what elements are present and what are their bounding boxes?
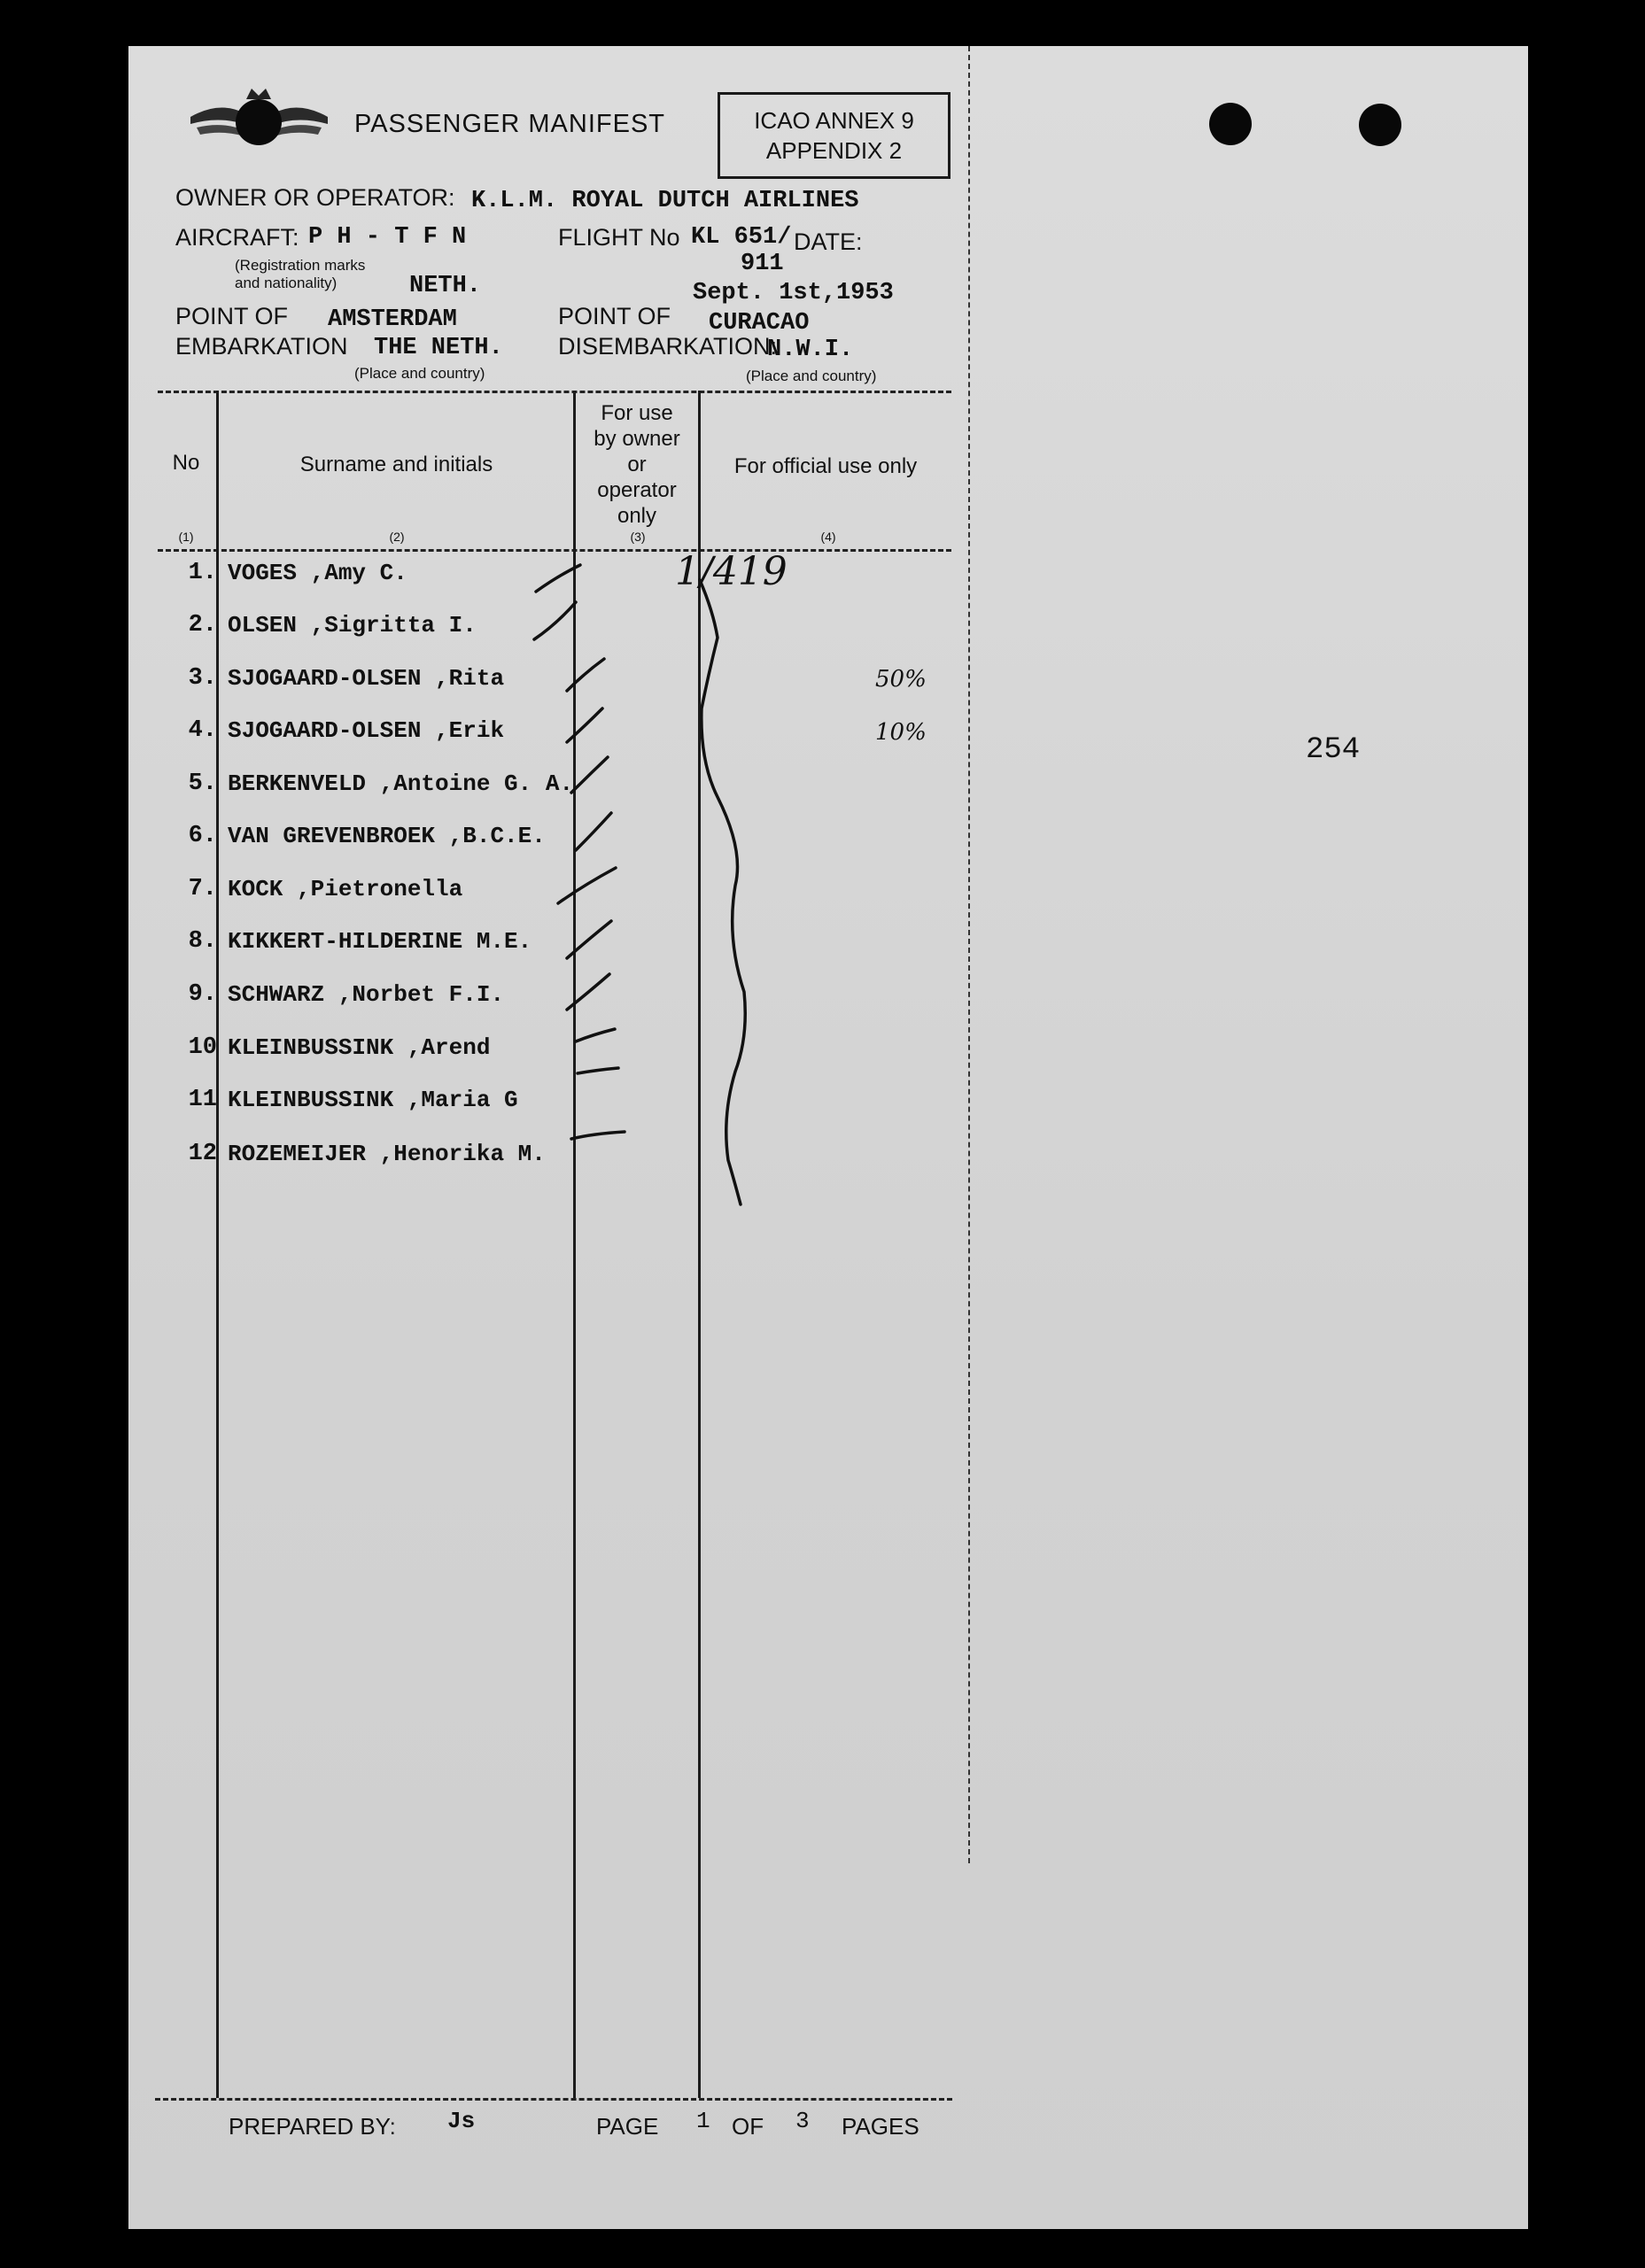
- prepared-by-label: PREPARED BY:: [229, 2113, 396, 2140]
- passenger-name: SCHWARZ ,Norbet F.I.: [228, 981, 505, 1008]
- row-number: 4.: [188, 717, 217, 744]
- embark-value-2: THE NETH.: [374, 335, 503, 361]
- flight-sub: 911: [741, 251, 784, 277]
- passenger-name: VAN GREVENBROEK ,B.C.E.: [228, 823, 546, 849]
- col-name-header: Surname and initials: [299, 453, 493, 476]
- col-no-header: No: [172, 451, 200, 475]
- col-number-4: (4): [820, 530, 836, 544]
- date-value: Sept. 1st,1953: [693, 280, 894, 306]
- of-label: OF: [732, 2113, 764, 2140]
- discount-percent: 50%: [875, 666, 927, 693]
- nationality-value: NETH.: [409, 273, 482, 299]
- col-number-1: (1): [178, 530, 194, 544]
- owner-value: K.L.M. ROYAL DUTCH AIRLINES: [471, 188, 859, 214]
- disembark-value-1: CURACAO: [709, 310, 810, 337]
- passenger-name: KOCK ,Pietronella: [228, 876, 463, 902]
- col-owner-header-line: operator: [597, 478, 677, 502]
- passenger-name: ROZEMEIJER ,Henorika M.: [228, 1141, 546, 1167]
- disembark-label-1: POINT OF: [558, 303, 671, 329]
- col-owner-header-line: only: [617, 504, 657, 528]
- disembark-value-2: N.W.I.: [767, 337, 854, 363]
- date-label: DATE:: [794, 228, 863, 255]
- passenger-name: SJOGAARD-OLSEN ,Rita: [228, 665, 505, 692]
- passenger-name: SJOGAARD-OLSEN ,Erik: [228, 717, 505, 744]
- of-value: 3: [795, 2108, 810, 2134]
- manifest-title: PASSENGER MANIFEST: [354, 110, 666, 138]
- col-official-header: For official use only: [733, 454, 918, 478]
- passenger-name: OLSEN ,Sigritta I.: [228, 612, 477, 639]
- row-number: 10: [188, 1034, 217, 1061]
- registration-note-1: (Registration marks: [235, 257, 366, 274]
- passenger-name: KLEINBUSSINK ,Maria G: [228, 1087, 518, 1113]
- owner-label: OWNER OR OPERATOR:: [175, 184, 455, 211]
- page-value: 1: [696, 2108, 710, 2134]
- page-label: PAGE: [596, 2113, 659, 2140]
- col-owner-header-line: by owner: [594, 427, 680, 451]
- icao-annex-line: ICAO ANNEX 9: [754, 107, 914, 134]
- pages-label: PAGES: [842, 2113, 919, 2140]
- page-number-stamp: 254: [1306, 733, 1361, 767]
- passenger-name: BERKENVELD ,Antoine G. A.: [228, 770, 574, 797]
- embark-note: (Place and country): [354, 365, 485, 382]
- row-number: 8.: [188, 928, 217, 955]
- col-owner-header-line: or: [627, 453, 647, 476]
- handwritten-total: 1/419: [675, 549, 788, 594]
- flight-label: FLIGHT No: [558, 224, 680, 251]
- row-number: 2.: [188, 612, 217, 639]
- row-number: 12: [188, 1141, 217, 1167]
- disembark-note: (Place and country): [746, 368, 877, 384]
- registration-note-2: and nationality): [235, 275, 338, 291]
- passenger-name: KLEINBUSSINK ,Arend: [228, 1034, 491, 1061]
- passenger-name: VOGES ,Amy C.: [228, 560, 407, 586]
- icao-appendix-line: APPENDIX 2: [765, 137, 903, 164]
- col-number-3: (3): [630, 530, 646, 544]
- discount-percent: 10%: [875, 719, 927, 746]
- row-number: 11: [188, 1087, 217, 1113]
- aircraft-value: P H - T F N: [308, 224, 467, 251]
- embark-value-1: AMSTERDAM: [328, 306, 457, 333]
- row-number: 1.: [188, 560, 217, 586]
- row-number: 9.: [188, 981, 217, 1008]
- aircraft-label: AIRCRAFT:: [175, 224, 299, 251]
- passenger-name: KIKKERT-HILDERINE M.E.: [228, 928, 532, 955]
- disembark-label-2: DISEMBARKATION:: [558, 333, 778, 360]
- prepared-by-value: Js: [447, 2108, 476, 2134]
- embark-label-1: POINT OF: [175, 303, 289, 329]
- row-number: 7.: [188, 876, 217, 902]
- embark-label-2: EMBARKATION: [175, 333, 348, 360]
- row-number: 6.: [188, 823, 217, 849]
- row-number: 5.: [188, 770, 217, 797]
- flight-value: KL 651/: [691, 224, 792, 251]
- col-owner-header-line: For use: [601, 401, 673, 425]
- row-number: 3.: [188, 665, 217, 692]
- col-number-2: (2): [389, 530, 405, 544]
